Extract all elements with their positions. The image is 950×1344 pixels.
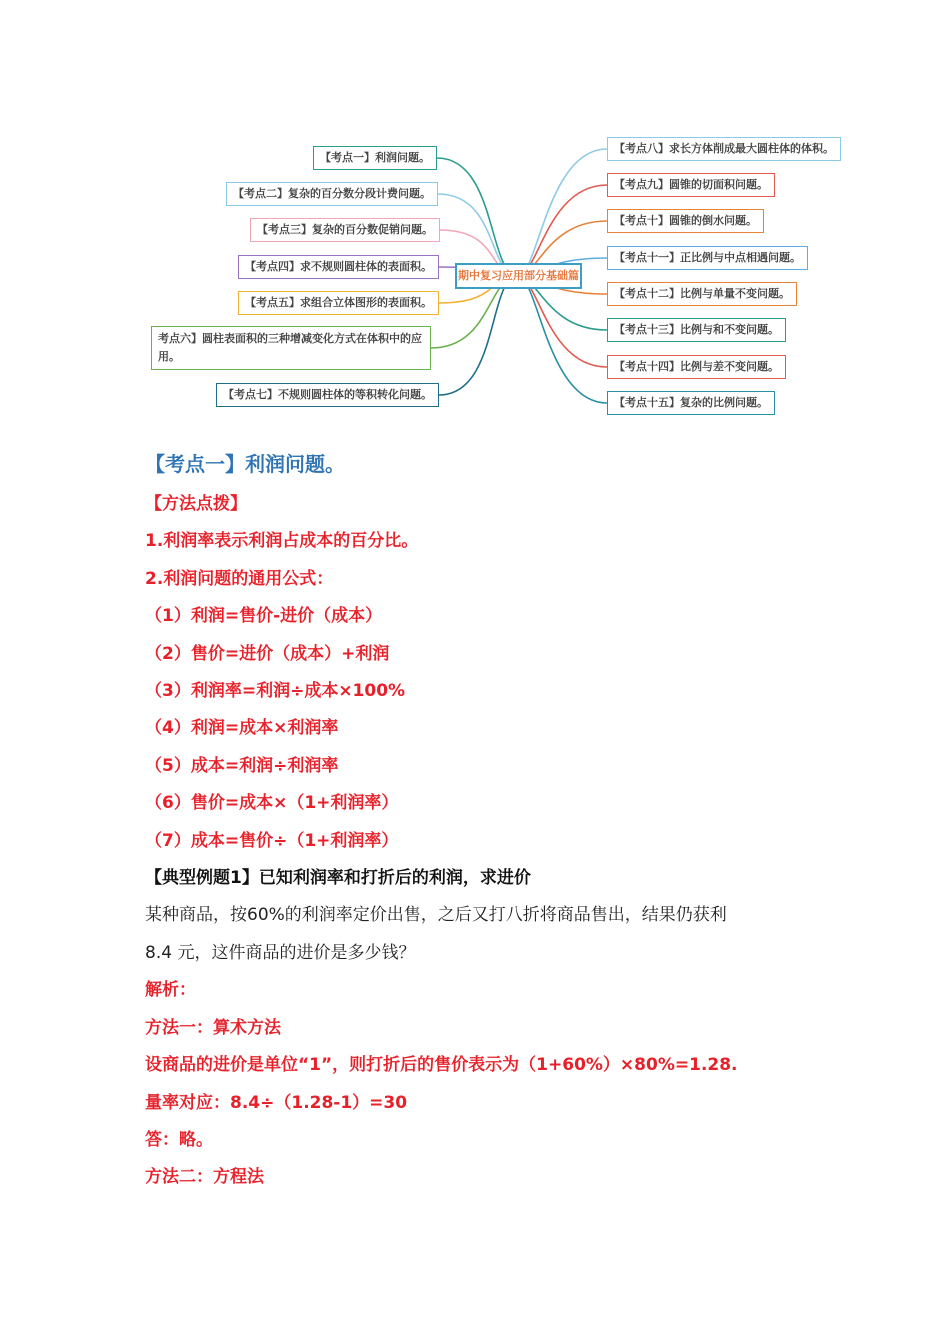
answer: 答：略。 [145,1129,213,1150]
mind-map-link [518,276,607,403]
method-point: 2.利润问题的通用公式： [145,568,334,589]
analysis-heading: 解析： [145,980,196,1001]
mind-map-links [0,0,950,430]
mind-map-link [518,149,607,276]
formula: （1）利润=售价-进价（成本） [145,606,383,627]
mind-map-node: 【考点十一】正比例与中点相遇问题。 [607,246,808,270]
example-title: 【典型例题1】已知利润率和打折后的利润，求进价 [145,868,531,889]
method-point: 1.利润率表示利润占成本的百分比。 [145,531,419,552]
formula: （3）利润率=利润÷成本×100% [145,681,406,702]
document-body [145,448,825,1197]
formula: （6）售价=成本×（1+利润率） [145,793,399,814]
mind-map-node: 【考点十五】复杂的比例问题。 [607,391,775,415]
formula: （7）成本=售价÷（1+利润率） [145,830,399,851]
mind-map-node: 考点六】圆柱表面积的三种增减变化方式在体积中的应用。 [151,326,431,370]
section-title: 【考点一】利润问题。 [145,452,345,476]
formula: （4）利润=成本×利润率 [145,718,339,739]
mind-map-node: 【考点八】求长方体削成最大圆柱体的体积。 [607,137,841,161]
formula: （5）成本=利润÷利润率 [145,755,339,776]
solution-step: 量率对应：8.4÷（1.28-1）=30 [145,1092,408,1113]
mind-map-node: 【考点四】求不规则圆柱体的表面积。 [238,255,439,279]
method-heading: 【方法点拨】 [145,494,247,514]
mind-map-link [437,158,518,276]
solution-step: 设商品的进价是单位“1”，则打折后的售价表示为（1+60%）×80%=1.28. [145,1055,738,1076]
example-text: 8.4 元，这件商品的进价是多少钱？ [145,942,416,963]
method-one: 方法一：算术方法 [145,1017,281,1038]
mind-map-node: 【考点三】复杂的百分数促销问题。 [250,218,440,242]
mind-map-node: 【考点二】复杂的百分数分段计费问题。 [226,182,438,206]
formula: （2）售价=进价（成本）+利润 [145,643,390,664]
mind-map-node: 【考点十三】比例与和不变问题。 [607,318,786,342]
mind-map-node: 【考点一】利润问题。 [313,146,437,170]
mind-map-center: 期中复习应用部分基础篇 [455,263,582,289]
mind-map-link [439,276,518,395]
mind-map-node: 【考点九】圆锥的切面积问题。 [607,173,775,197]
mind-map-node: 【考点五】求组合立体图形的表面积。 [238,291,439,315]
mind-map-node: 【考点十二】比例与单量不变问题。 [607,282,797,306]
mind-map-node: 【考点十】圆锥的倒水问题。 [607,209,764,233]
mind-map-node: 【考点十四】比例与差不变问题。 [607,355,786,379]
method-two: 方法二：方程法 [145,1167,264,1188]
mind-map-node: 【考点七】不规则圆柱体的等积转化问题。 [216,383,439,407]
mind-map [0,0,950,430]
example-text: 某种商品，按60%的利润率定价出售，之后又打八折将商品售出，结果仍获利 [145,905,727,926]
